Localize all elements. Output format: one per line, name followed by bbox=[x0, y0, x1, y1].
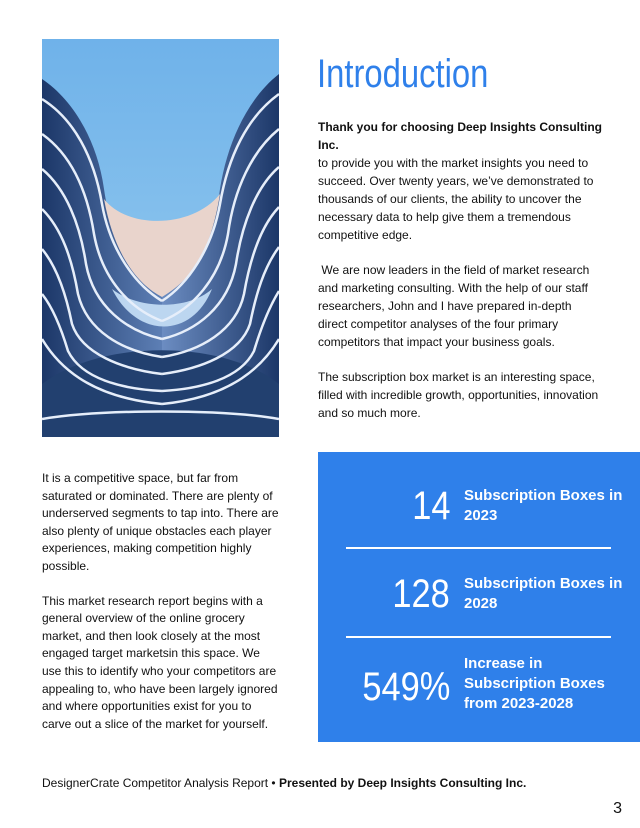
stat-label: Subscription Boxes in 2023 bbox=[464, 487, 623, 524]
body-paragraph-2: This market research report begins with a general overview of the online grocery market, and then look closely at the most engaged target marketsin this space. We use this to identify who your competitors are appealing to, who have been largely ignored and where opportunities exist for you to carve out a slice of the market for yourself. bbox=[42, 593, 278, 731]
page-number: 3 bbox=[613, 800, 622, 817]
stat-label: Subscription Boxes in 2028 bbox=[464, 575, 623, 612]
stat-value: 14 bbox=[411, 484, 450, 528]
body-text bbox=[42, 470, 280, 750]
building-illustration bbox=[42, 39, 279, 437]
body-paragraph-1: It is a competitive space, but far from saturated or dominated. There are plenty of underserved segments to tap into. There are also plenty of unique obstacles each player experiences, making competition highly possible. bbox=[42, 471, 279, 573]
intro-paragraph-1-body: to provide you with the market insights you need to succeed. Over twenty years, we’ve demonstrated to thousands of our clients, the ability to uncover the necessary data to help give them a tremendous competitive edge. bbox=[318, 156, 594, 242]
intro-paragraph-1 bbox=[318, 118, 602, 244]
intro-paragraph-2: We are now leaders in the field of market research and marketing consulting. With the help of our staff researchers, John and I have prepared in-depth direct competitor analyses of the four primary competitors that impact your business goals. bbox=[318, 263, 593, 349]
intro-lead: Thank you for choosing Deep Insights Consulting Inc. bbox=[318, 120, 603, 152]
architecture-photo bbox=[42, 39, 279, 437]
intro-text bbox=[318, 118, 602, 439]
stat-divider bbox=[346, 636, 611, 638]
stat-divider bbox=[346, 547, 611, 549]
stat-item bbox=[318, 652, 640, 732]
footer-report-title: DesignerCrate Competitor Analysis Report • bbox=[42, 776, 279, 790]
stat-value: 549% bbox=[362, 665, 450, 709]
stat-value: 128 bbox=[392, 572, 450, 616]
intro-paragraph-3: The subscription box market is an interesting space, filled with incredible growth, opportunities, innovation and so much more. bbox=[318, 370, 599, 420]
page-footer bbox=[42, 776, 526, 790]
stats-panel bbox=[318, 452, 640, 742]
footer-presented-by: Presented by Deep Insights Consulting Inc. bbox=[278, 776, 527, 790]
page-title: Introduction bbox=[317, 52, 489, 96]
stat-label: Increase in Subscription Boxes from 2023-2028 bbox=[464, 655, 605, 712]
